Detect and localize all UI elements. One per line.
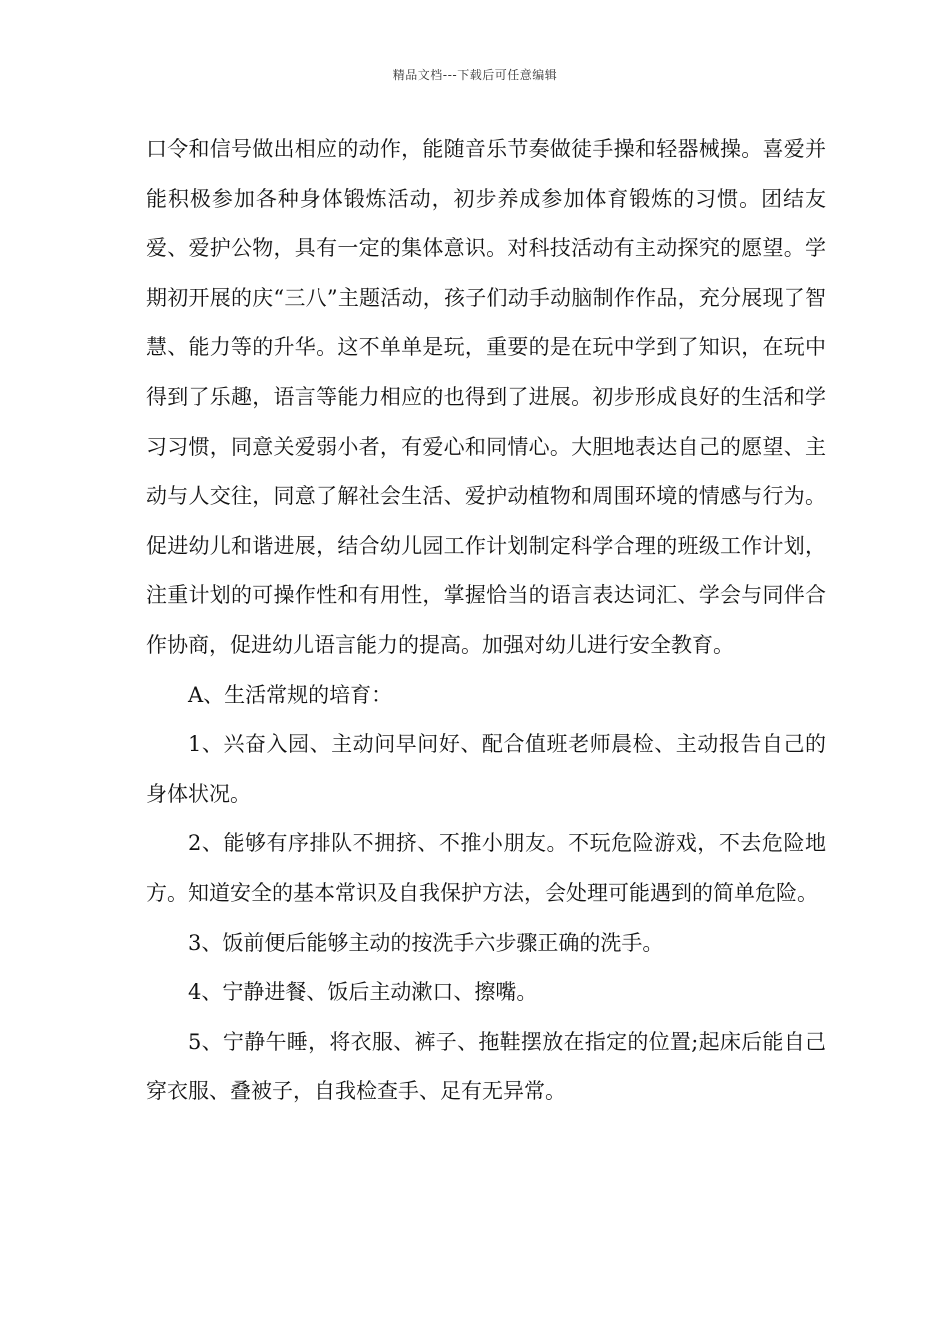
paragraph-continued: 口令和信号做出相应的动作，能随音乐节奏做徒手操和轻器械操。喜爱并能积极参加各种身体锻炼活动，初步养成参加体育锻炼的习惯。团结友爱、爱护公物，具有一定的集体意识。对科技活动有主动探究的愿望。学期初开展的庆“三八”主题活动，孩子们动手动脑制作作品，充分展现了智慧、能力等的升华。这不单单是玩，重要的是在玩中学到了知识，在玩中得到了乐趣，语言等能力相应的也得到了进展。初步形成良好的生活和学习习惯，同意关爱弱小者，有爱心和同情心。大胆地表达自己的愿望、主动与人交往，同意了解社会生活、爱护动植物和周围环境的情感与行为。促进幼儿和谐进展，结合幼儿园工作计划制定科学合理的班级工作计划，注重计划的可操作性和有用性，掌握恰当的语言表达词汇、学会与同伴合作协商，促进幼儿语言能力的提高。加强对幼儿进行安全教育。 xyxy=(146,137,826,657)
list-item-3: 3、饭前便后能够主动的按洗手六步骤正确的洗手。 xyxy=(188,930,664,955)
list-item-2: 2、能够有序排队不拥挤、不推小朋友。不玩危险游戏，不去危险地方。知道安全的基本常识及自我保护方法，会处理可能遇到的简单危险。 xyxy=(146,831,826,905)
list-item-5: 5、宁静午睡，将衣服、裤子、拖鞋摆放在指定的位置;起床后能自己穿衣服、叠被子，自我检查手、足有无异常。 xyxy=(146,1029,826,1104)
section-heading-a: A、生活常规的培育： xyxy=(188,682,393,707)
list-item-1: 1、兴奋入园、主动问早问好、配合值班老师晨检、主动报告自己的身体状况。 xyxy=(146,732,826,806)
page-header: 精品文档---下载后可任意编辑 xyxy=(392,68,558,82)
document-body xyxy=(146,125,826,1117)
list-item-4: 4、宁静进餐、饭后主动漱口、擦嘴。 xyxy=(188,980,538,1005)
